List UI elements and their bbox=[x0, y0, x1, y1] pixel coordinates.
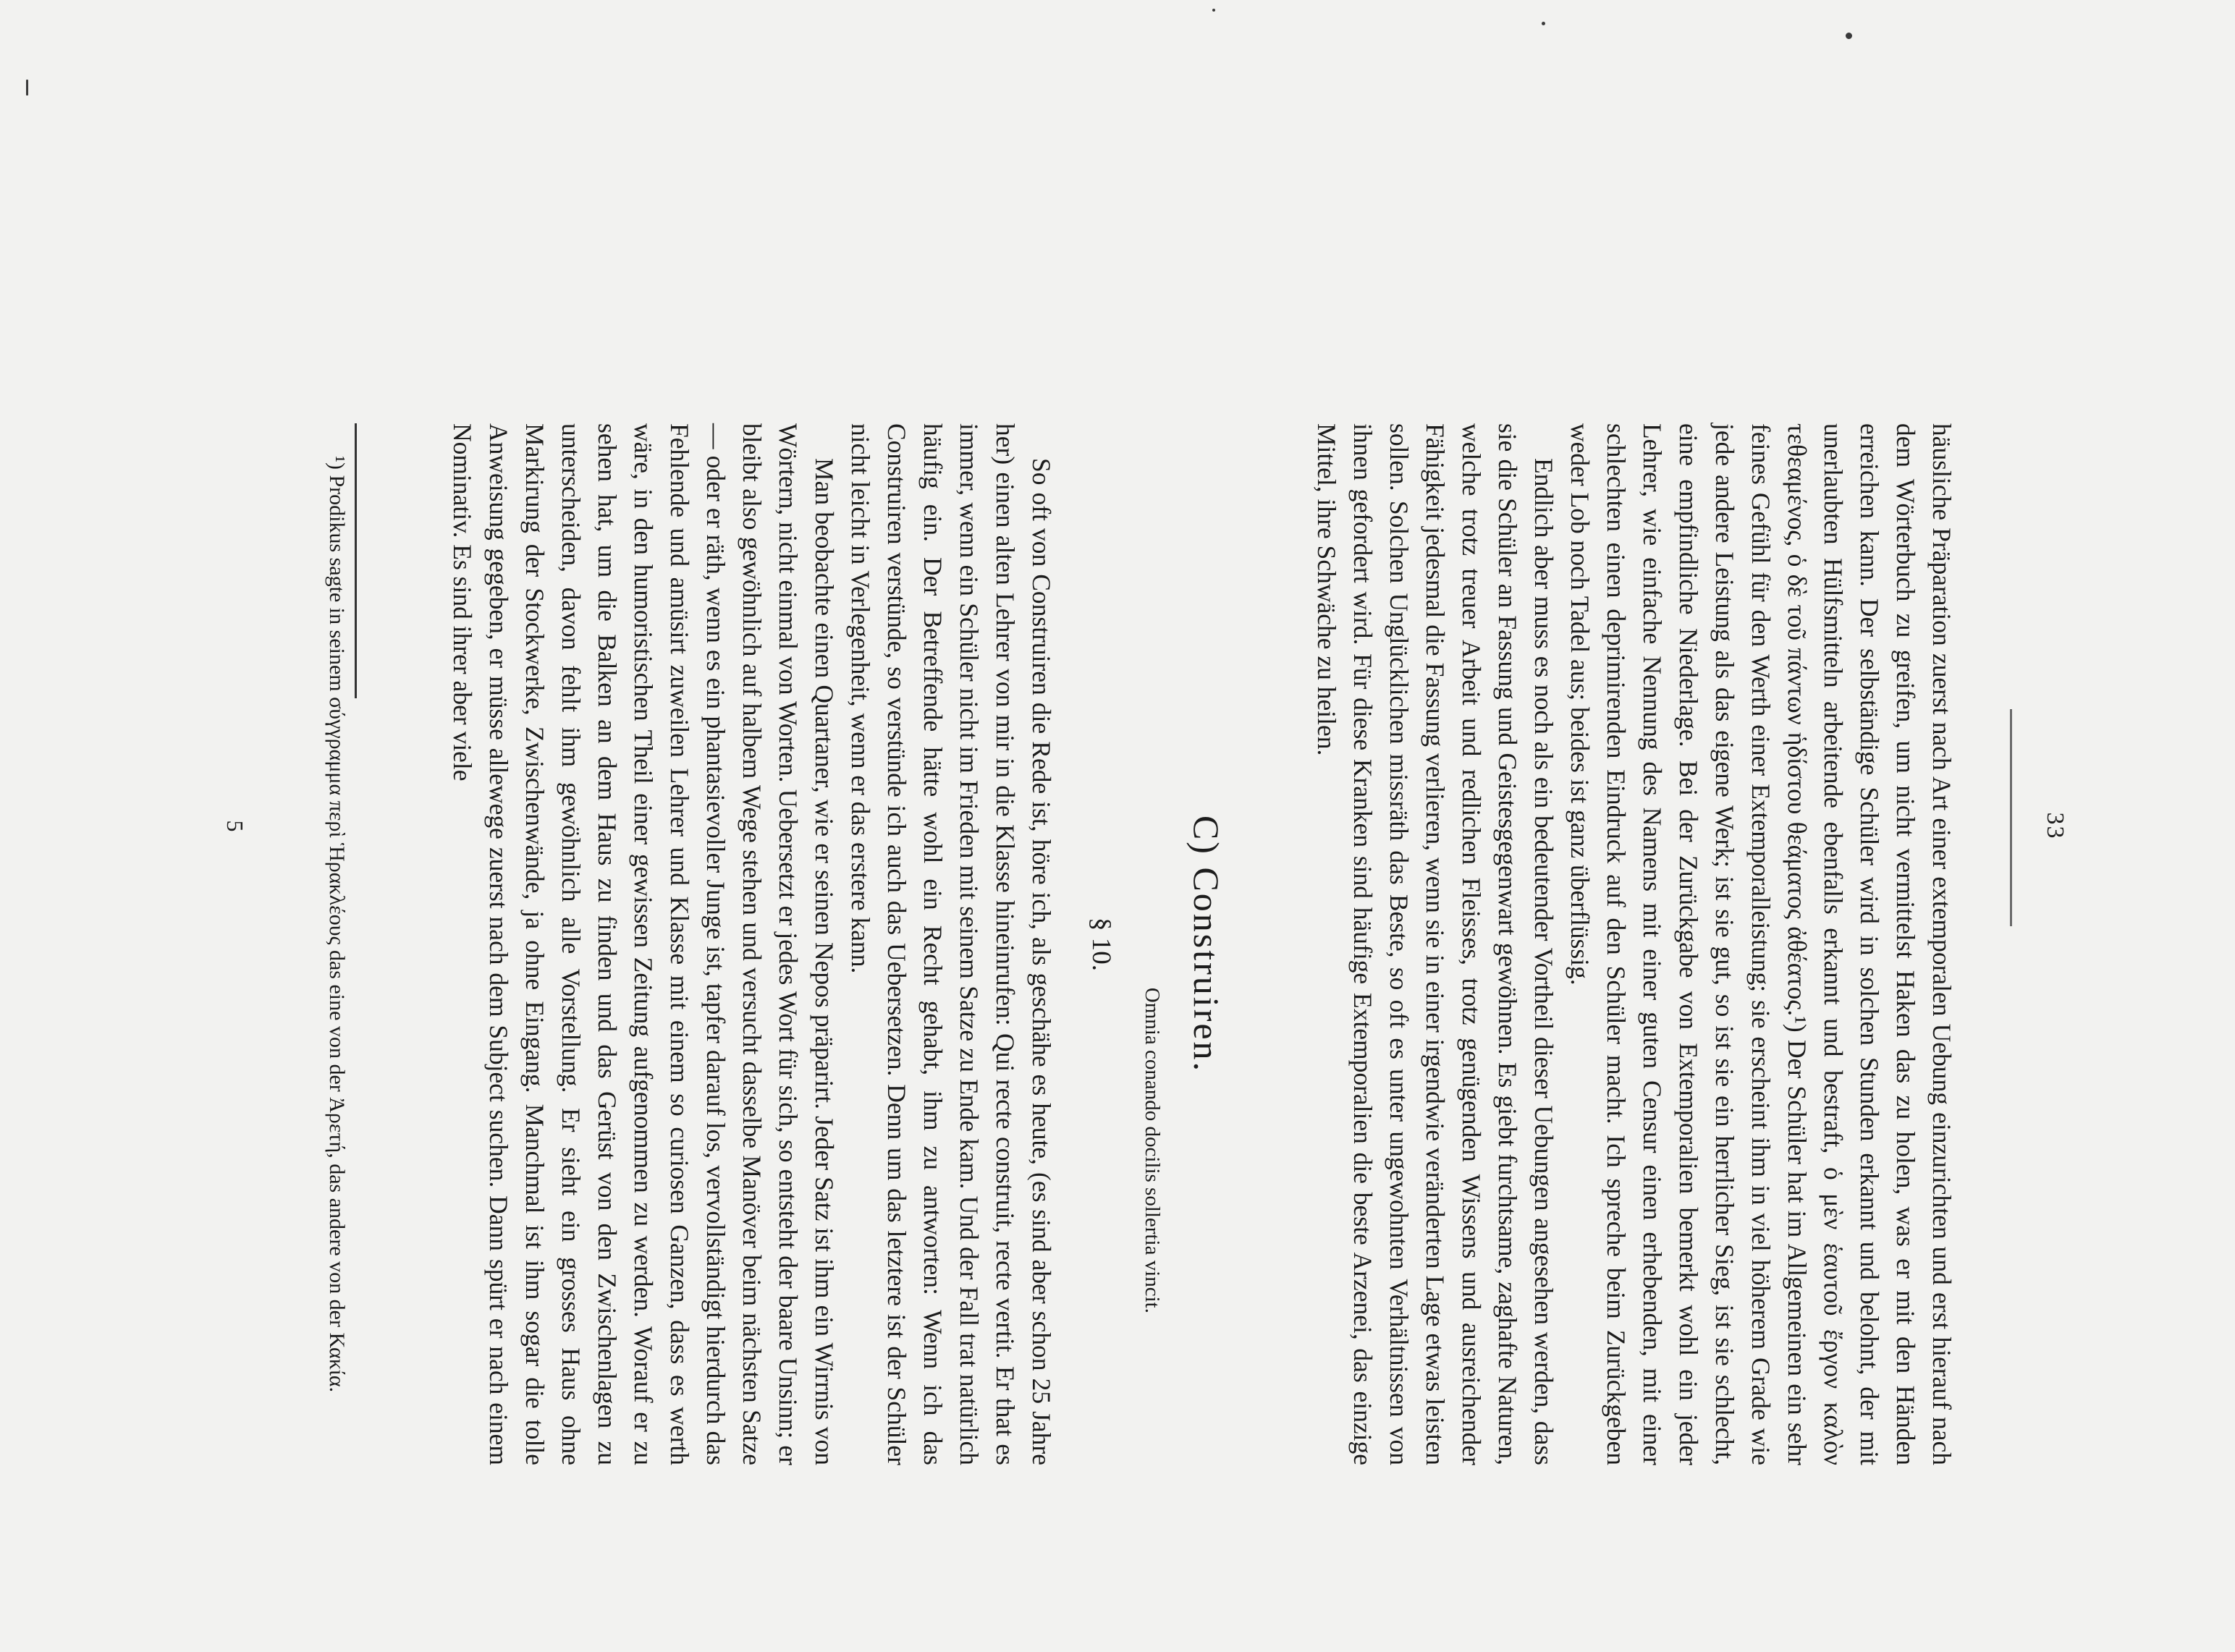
paragraph-number: § 10. bbox=[1086, 918, 1116, 971]
footnote-rule bbox=[355, 423, 357, 698]
footnote: ¹) Prodikus sagte in seinem σύγγραμμα περὶ Ἡρακλέους das eine von der Ἀρετή, das andere von der Κακία. bbox=[325, 456, 349, 1393]
paragraph-4: Man beobachte einen Quartaner, wie er seinen Nepos präparirt. Jeder Satz ist ihm ein Wirrnis von Wörtern, nicht einmal von Worten. Uebersetzt er jedes Wort für sich, so entsteht der baare Unsinn; er bleibt also gewöhnlich auf halbem Wege stehen und versucht dasselbe Manöver beim nächsten Satze — oder er räth, wenn es ein phantasievoller Junge ist, tapfer darauf los, vervollständigt hierdurch das Fehlende und amüsirt zuweilen Lehrer und Klasse mit einem so curiosen Ganzen, dass es werth wäre, in den humoristischen Theil einer gewissen Zeitung aufgenommen zu werden. Worauf er zu sehen hat, um die Balken an dem Haus zu finden und das Gerüst von den Zwischenlagen zu unterscheiden, davon fehlt ihm gewöhnlich alle Vorstellung. Er sieht ein grosses Haus ohne Markirung der Stockwerke, Zwischenwände, ja ohne Eingang. Manchmal ist ihm sogar die tolle Anweisung gegeben, er müsse allewege zuerst nach dem Subject suchen. Dann spürt er nach einem Nominativ. Es sind ihrer aber viele bbox=[448, 423, 839, 1465]
page-number: 33 bbox=[2042, 812, 2069, 840]
paragraph-3: So oft von Construiren die Rede ist, höre ich, als geschähe es heute, (es sind aber schon 25 Jahre her) einen alten Lehrer von mir in die Klasse hineinrufen: Qui recte construit, recte vertit. Er that es immer, wenn ein Schüler nicht im Frieden mit seinem Satze zu Ende kam. Und der Fall trat natürlich häufig ein. Der Betreffende hätte wohl ein Recht gehabt, ihm zu antworten: Wenn ich das Construiren verstünde, so verstünde ich auch das Uebersetzen. Denn um das letztere ist der Schüler nicht leicht in Verlegenheit, wenn er das erstere kann. bbox=[846, 423, 1056, 1465]
text-body bbox=[444, 423, 1960, 1465]
paragraph-2: Endlich aber muss es noch als ein bedeutender Vortheil dieser Uebungen angesehen werden, dass sie die Schüler an Fassung und Geistesgegenwart gewöhnen. Es giebt furchtsame, zaghafte Naturen, welche trotz treuer Arbeit und redlichen Fleisses, trotz genügenden Wissens und ausreichender Fähigkeit jedesmal die Fassung verlieren, wenn sie in einer irgendwie veränderten Lage etwas leisten sollen. Solchen Unglücklichen missräth das Beste, so oft es unter ungewohnten Verhältnissen von ihnen gefordert wird. Für diese Kranken sind häufige Extemporalien die beste Arzenei, das einzige Mittel, ihre Schwäche zu heilen. bbox=[1312, 423, 1558, 1465]
section-title: C) Construiren. bbox=[1186, 815, 1227, 1074]
header-rule bbox=[2010, 709, 2012, 926]
signature-mark: 5 bbox=[222, 820, 248, 832]
section-motto: Omnia conando docilis sollertia vincit. bbox=[1141, 987, 1164, 1313]
paragraph-1: häusliche Präparation zuerst nach Art einer extemporalen Uebung einzurichten und erst hierauf nach dem Wörterbuch zu greifen, um nicht vermittelst Haken das zu holen, was er mit den Händen erreichen kann. Der selbständige Schüler wird in solchen Stunden erkannt und belohnt, der mit unerlaubten Hülfsmitteln arbeitende ebenfalls erkannt und bestraft, ὁ μὲν ἑαυτοῦ ἔργον καλὸν τεθεαμένος, ὁ δὲ τοῦ πάντων ἡδίστου θεάματος ἀθέατος.¹) Der Schüler hat im Allgemeinen ein sehr feines Gefühl für den Werth einer Extemporalleistung; sie erscheint ihm in viel höherem Grade wie jede andere Leistung als das eigene Werk; ist sie gut, so ist sie ein herrlicher Sieg, ist sie schlecht, eine empfindliche Niederlage. Bei der Zurückgabe von Extemporalien bemerkt wohl ein jeder Lehrer, wie einfache Nennung des Namens mit einer guten Censur einen erhebenden, mit einer schlechten einen deprimirenden Eindruck auf den Schüler macht. Ich spreche beim Zurückgeben weder Lob noch Tadel aus; beides ist ganz überflüssig. bbox=[1566, 423, 1956, 1465]
